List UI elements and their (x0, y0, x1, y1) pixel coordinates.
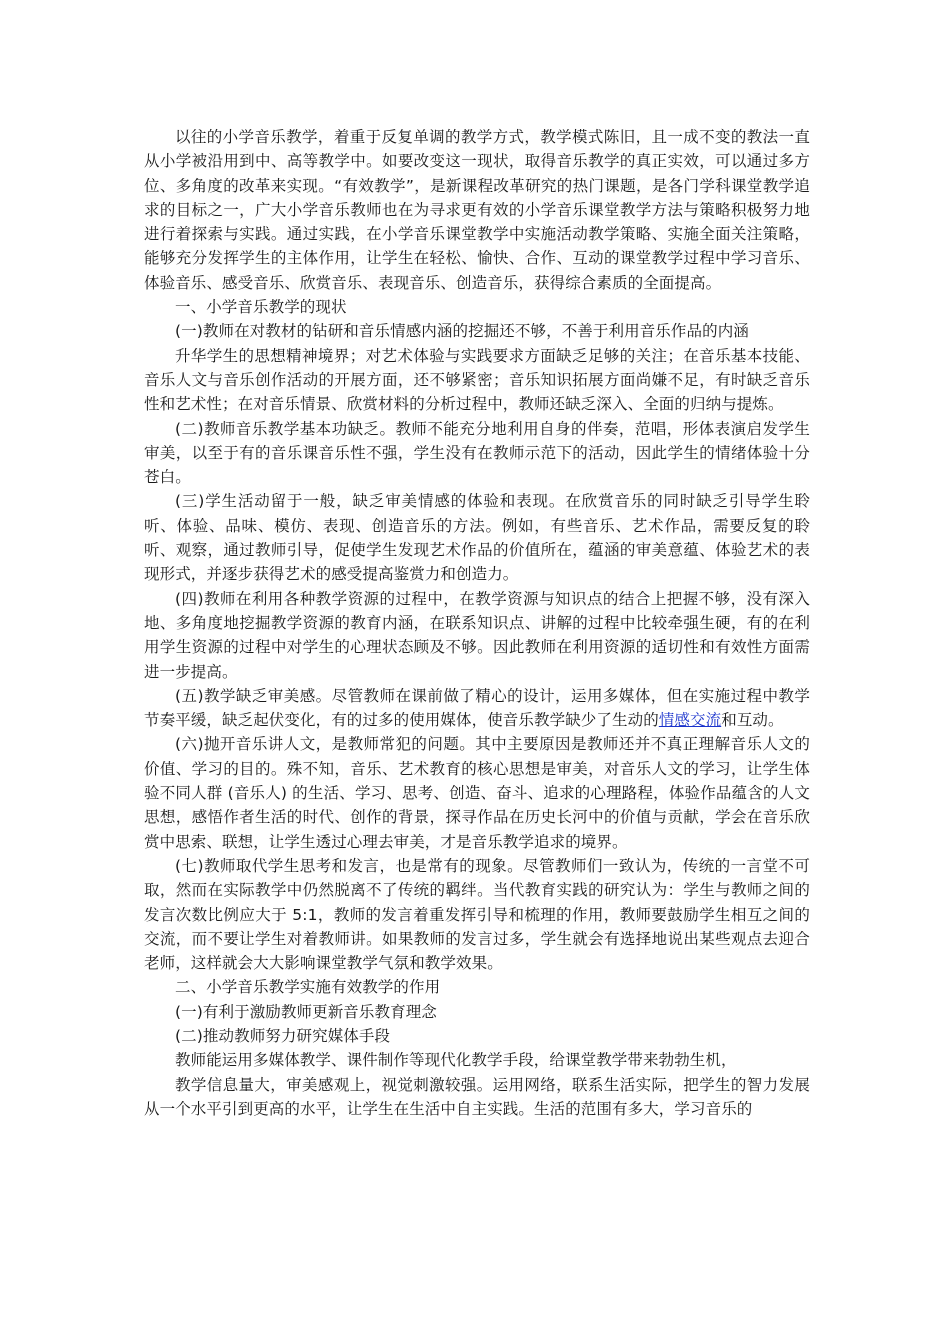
document-page (144, 125, 810, 1121)
section-2-item-2: (二)推动教师努力研究媒体手段 (175, 1026, 391, 1045)
subsection-2: (二)教师音乐教学基本功缺乏。教师不能充分地利用自身的伴奏，范唱，形体表演启发学生审美，以至于有的音乐课音乐性不强，学生没有在教师示范下的活动，因此学生的情绪体验十分苍白。 (144, 419, 810, 487)
emotion-exchange-link[interactable]: 情感交流 (658, 711, 722, 730)
subsection-7: (七)教师取代学生思考和发言，也是常有的现象。尽管教师们一致认为，传统的一言堂不可取，然而在实际教学中仍然脱离不了传统的羁绊。当代教育实践的研究认为：学生与教师之间的发言次数比例应大于 5:1，教师的发言着重发挥引导和梳理的作用，教师要鼓励学生相互之间的交流，而不要让学生对着教师讲。如果教师的发言过多，学生就会有选择地说出某些观点去迎合老师，这样就会大大影响课堂教学气氛和教学效果。 (144, 856, 810, 973)
subsection-3: (三)学生活动留于一般，缺乏审美情感的体验和表现。在欣赏音乐的同时缺乏引导学生聆听、体验、品味、模仿、表现、创造音乐的方法。例如，有些音乐、艺术作品，需要反复的聆听、观察，通过教师引导，促使学生发现艺术作品的价值所在，蕴涵的审美意蕴、体验艺术的表现形式，并逐步获得艺术的感受提高鉴赏力和创造力。 (144, 492, 810, 584)
subsection-4: (四)教师在利用各种教学资源的过程中，在教学资源与知识点的结合上把握不够，没有深入地、多角度地挖掘教学资源的教育内涵，在联系知识点、讲解的过程中比较牵强生硬，有的在利用学生资源的过程中对学生的心理状态顾及不够。因此教师在利用资源的适切性和有效性方面需进一步提高。 (144, 589, 810, 681)
section-2-item-1: (一)有利于激励教师更新音乐教育理念 (175, 1002, 437, 1021)
subsection-1-body: 升华学生的思想精神境界；对艺术体验与实践要求方面缺乏足够的关注；在音乐基本技能、音乐人文与音乐创作活动的开展方面，还不够紧密；音乐知识拓展方面尚嫌不足，有时缺乏音乐性和艺术性；在对音乐情景、欣赏材料的分析过程中，教师还缺乏深入、全面的归纳与提炼。 (144, 346, 810, 414)
subsection-1-title: (一)教师在对教材的钻研和音乐情感内涵的挖掘还不够，不善于利用音乐作品的内涵 (175, 322, 749, 341)
section-heading-1: 一、小学音乐教学的现状 (175, 298, 347, 317)
intro-paragraph: 以往的小学音乐教学，着重于反复单调的教学方式，教学模式陈旧，且一成不变的教法一直从小学被沿用到中、高等教学中。如要改变这一现状，取得音乐教学的真正实效，可以通过多方位、多角度的改革来实现。“有效教学”，是新课程改革研究的热门课题，是各门学科课堂教学追求的目标之一，广大小学音乐教师也在为寻求更有效的小学音乐课堂教学方法与策略积极努力地进行着探索与实践。通过实践，在小学音乐课堂教学中实施活动教学策略、实施全面关注策略，能够充分发挥学生的主体作用，让学生在轻松、愉快、合作、互动的课堂教学过程中学习音乐、体验音乐、感受音乐、欣赏音乐、表现音乐、创造音乐，获得综合素质的全面提高。 (144, 128, 810, 292)
section-2-paragraph-2: 教学信息量大，审美感观上，视觉刺激较强。运用网络，联系生活实际，把学生的智力发展从一个水平引到更高的水平，让学生在生活中自主实践。生活的范围有多大，学习音乐的 (144, 1075, 810, 1118)
section-heading-2: 二、小学音乐教学实施有效教学的作用 (175, 978, 441, 997)
subsection-5-text-after: 和互动。 (721, 711, 784, 730)
subsection-5-text-before: (五)教学缺乏审美感。尽管教师在课前做了精心的设计，运用多媒体，但在实施过程中教学节奏平缓，缺乏起伏变化，有的过多的使用媒体，使音乐教学缺少了生动的 (144, 686, 810, 730)
subsection-6: (六)抛开音乐讲人文，是教师常犯的问题。其中主要原因是教师还并不真正理解音乐人文的价值、学习的目的。殊不知，音乐、艺术教育的核心思想是审美，对音乐人文的学习，让学生体验不同人群 (音乐人) 的生活、学习、思考、创造、奋斗、追求的心理路程，体验作品蕴含的人文思想，感悟作者生活的时代、创作的背景，探寻作品在历史长河中的价值与贡献，学会在音乐欣赏中思索、联想，让学生透过心理去审美，才是音乐教学追求的境界。 (144, 735, 810, 851)
section-2-paragraph-1: 教师能运用多媒体教学、课件制作等现代化教学手段，给课堂教学带来勃勃生机， (175, 1051, 737, 1070)
subsection-5 (144, 684, 810, 733)
